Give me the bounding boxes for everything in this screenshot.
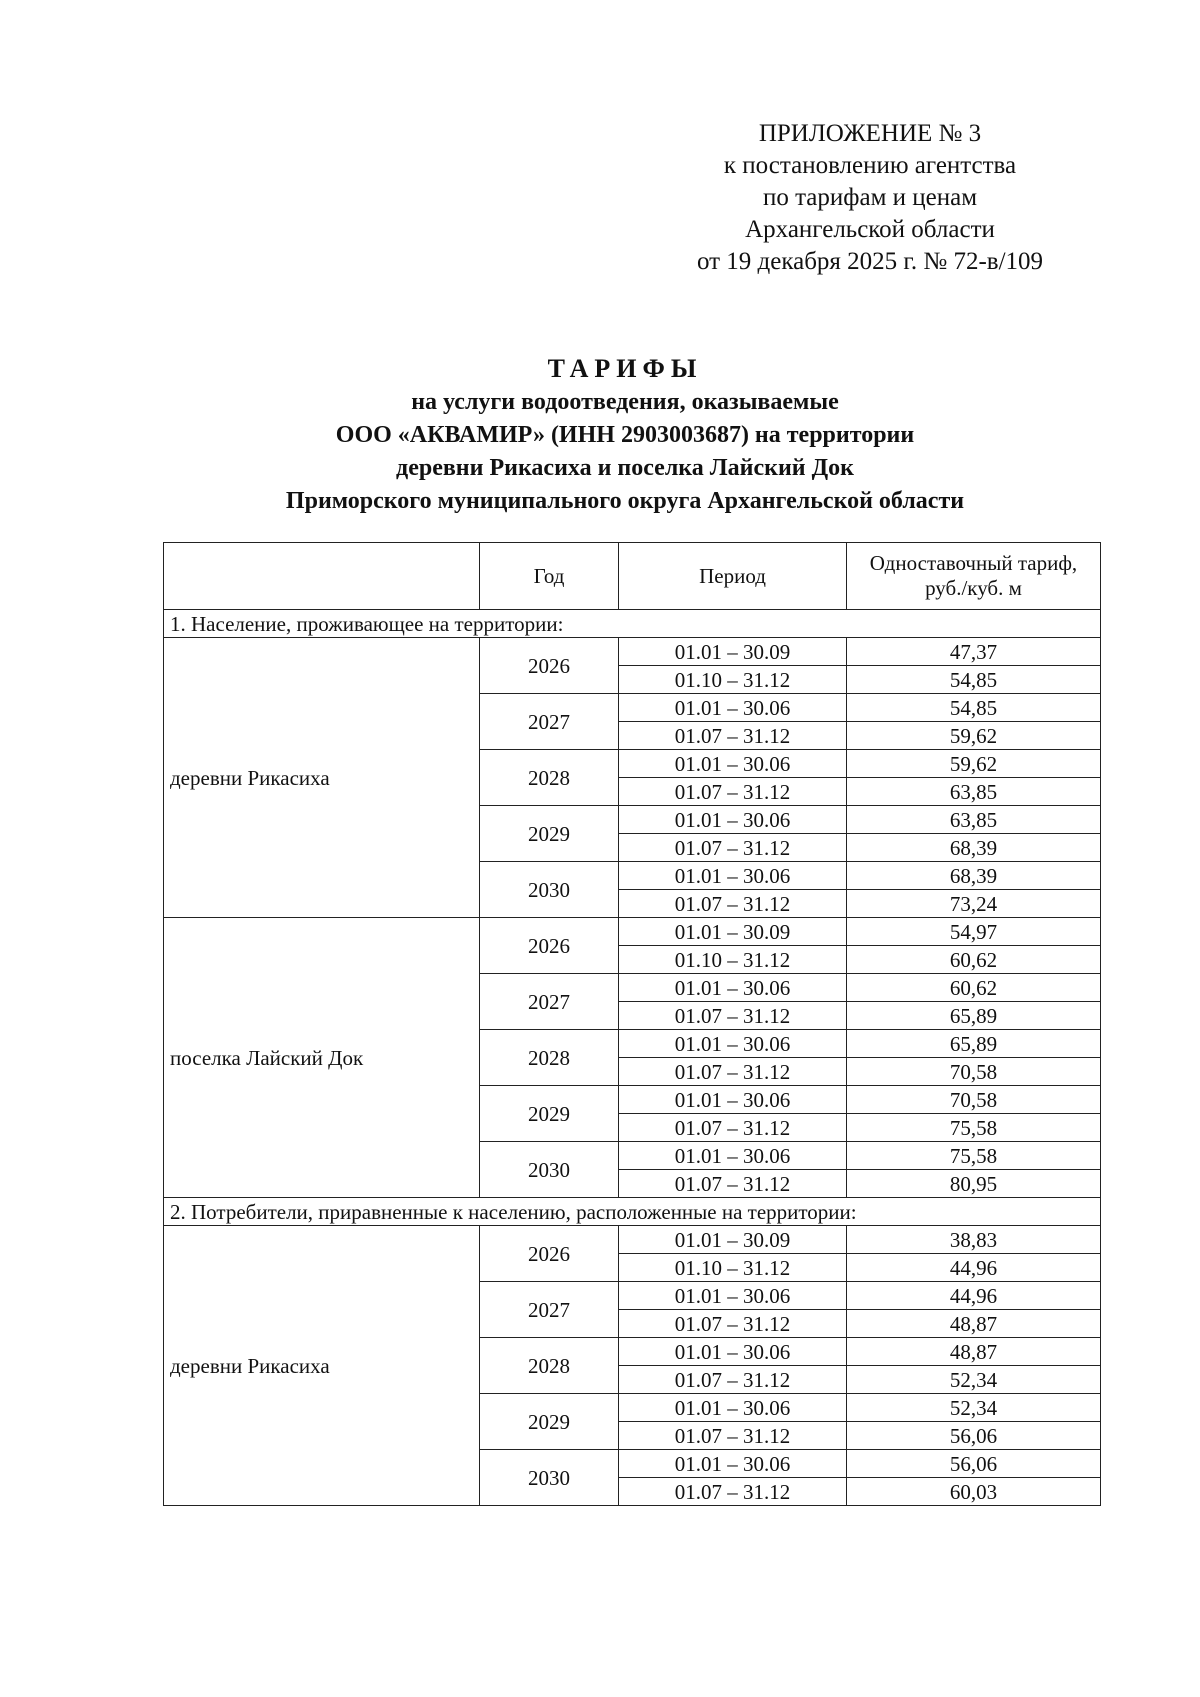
tariff-value-cell: 54,85 — [847, 694, 1101, 722]
tariff-value-cell: 54,85 — [847, 666, 1101, 694]
title-line-3: деревни Рикасиха и поселка Лайский Док — [396, 455, 854, 481]
tariff-value-cell: 54,97 — [847, 918, 1101, 946]
tariff-value-cell: 60,03 — [847, 1478, 1101, 1506]
table-body — [164, 610, 1101, 1506]
tariff-value-cell: 68,39 — [847, 862, 1101, 890]
period-cell: 01.07 – 31.12 — [619, 834, 847, 862]
year-cell: 2030 — [480, 862, 619, 918]
tariff-value-cell: 75,58 — [847, 1114, 1101, 1142]
period-cell: 01.07 – 31.12 — [619, 1422, 847, 1450]
title-main: ТАРИФЫ — [547, 354, 703, 383]
year-cell: 2026 — [480, 918, 619, 974]
period-cell: 01.10 – 31.12 — [619, 1254, 847, 1282]
header-tariff — [847, 543, 1101, 610]
period-cell: 01.01 – 30.09 — [619, 918, 847, 946]
period-cell: 01.10 – 31.12 — [619, 946, 847, 974]
title-line-4: Приморского муниципального округа Архангельской области — [285, 488, 965, 514]
period-cell: 01.07 – 31.12 — [619, 1058, 847, 1086]
tariff-value-cell: 60,62 — [847, 946, 1101, 974]
year-cell: 2030 — [480, 1450, 619, 1506]
appendix-heading — [660, 118, 1080, 278]
period-cell: 01.07 – 31.12 — [619, 1366, 847, 1394]
period-cell: 01.01 – 30.06 — [619, 806, 847, 834]
year-cell: 2029 — [480, 1086, 619, 1142]
year-cell: 2028 — [480, 1338, 619, 1394]
appendix-agency: по тарифам и ценам — [762, 184, 978, 211]
document-title — [150, 352, 1100, 518]
year-cell: 2026 — [480, 1226, 619, 1282]
period-cell: 01.07 – 31.12 — [619, 1170, 847, 1198]
period-cell: 01.01 – 30.06 — [619, 750, 847, 778]
year-cell: 2027 — [480, 1282, 619, 1338]
period-cell: 01.01 – 30.06 — [619, 974, 847, 1002]
tariff-value-cell: 70,58 — [847, 1058, 1101, 1086]
period-cell: 01.01 – 30.06 — [619, 862, 847, 890]
period-cell: 01.01 – 30.06 — [619, 1086, 847, 1114]
header-period: Период — [619, 543, 847, 610]
year-cell: 2028 — [480, 1030, 619, 1086]
tariff-value-cell: 70,58 — [847, 1086, 1101, 1114]
table-header-row — [164, 543, 1101, 610]
period-cell: 01.01 – 30.06 — [619, 1142, 847, 1170]
period-cell: 01.01 – 30.06 — [619, 1282, 847, 1310]
period-cell: 01.07 – 31.12 — [619, 1310, 847, 1338]
period-cell: 01.01 – 30.06 — [619, 1030, 847, 1058]
location-cell: деревни Рикасиха — [164, 1226, 480, 1506]
header-location — [164, 543, 480, 610]
tariff-value-cell: 80,95 — [847, 1170, 1101, 1198]
period-cell: 01.07 – 31.12 — [619, 778, 847, 806]
period-cell: 01.01 – 30.06 — [619, 1338, 847, 1366]
period-cell: 01.07 – 31.12 — [619, 1002, 847, 1030]
year-cell: 2027 — [480, 694, 619, 750]
tariff-value-cell: 68,39 — [847, 834, 1101, 862]
header-year: Год — [480, 543, 619, 610]
tariff-value-cell: 38,83 — [847, 1226, 1101, 1254]
period-cell: 01.07 – 31.12 — [619, 890, 847, 918]
table-row — [164, 1226, 1101, 1254]
tariff-value-cell: 48,87 — [847, 1310, 1101, 1338]
tariff-value-cell: 73,24 — [847, 890, 1101, 918]
section-row — [164, 1198, 1101, 1226]
appendix-resolution: к постановлению агентства — [723, 152, 1017, 179]
table-row — [164, 918, 1101, 946]
tariff-value-cell: 63,85 — [847, 806, 1101, 834]
appendix-region: Архангельской области — [745, 216, 995, 243]
period-cell: 01.01 – 30.09 — [619, 638, 847, 666]
year-cell: 2030 — [480, 1142, 619, 1198]
header-tariff-line1: Одноставочный тариф, — [869, 551, 1078, 575]
tariff-value-cell: 56,06 — [847, 1422, 1101, 1450]
tariff-value-cell: 59,62 — [847, 722, 1101, 750]
tariff-value-cell: 59,62 — [847, 750, 1101, 778]
location-cell: поселка Лайский Док — [164, 918, 480, 1198]
year-cell: 2028 — [480, 750, 619, 806]
header-tariff-line2: руб./куб. м — [925, 576, 1022, 600]
tariff-value-cell: 44,96 — [847, 1282, 1101, 1310]
tariff-value-cell: 44,96 — [847, 1254, 1101, 1282]
year-cell: 2029 — [480, 1394, 619, 1450]
tariff-value-cell: 48,87 — [847, 1338, 1101, 1366]
table-row — [164, 638, 1101, 666]
title-line-1: на услуги водоотведения, оказываемые — [411, 389, 839, 415]
period-cell: 01.01 – 30.06 — [619, 694, 847, 722]
appendix-date: от 19 декабря 2025 г. № 72-в/109 — [696, 248, 1044, 275]
year-cell: 2029 — [480, 806, 619, 862]
tariffs-table — [163, 542, 1101, 1506]
tariff-value-cell: 63,85 — [847, 778, 1101, 806]
appendix-number: ПРИЛОЖЕНИЕ № 3 — [758, 120, 982, 147]
year-cell: 2026 — [480, 638, 619, 694]
tariff-value-cell: 56,06 — [847, 1450, 1101, 1478]
period-cell: 01.01 – 30.06 — [619, 1450, 847, 1478]
period-cell: 01.01 – 30.06 — [619, 1394, 847, 1422]
tariff-value-cell: 65,89 — [847, 1002, 1101, 1030]
tariff-value-cell: 75,58 — [847, 1142, 1101, 1170]
period-cell: 01.10 – 31.12 — [619, 666, 847, 694]
period-cell: 01.07 – 31.12 — [619, 1114, 847, 1142]
section-title: 2. Потребители, приравненные к населению, расположенные на территории: — [164, 1198, 1101, 1226]
year-cell: 2027 — [480, 974, 619, 1030]
location-cell: деревни Рикасиха — [164, 638, 480, 918]
period-cell: 01.07 – 31.12 — [619, 1478, 847, 1506]
tariff-value-cell: 47,37 — [847, 638, 1101, 666]
period-cell: 01.01 – 30.09 — [619, 1226, 847, 1254]
tariff-value-cell: 52,34 — [847, 1394, 1101, 1422]
tariff-value-cell: 52,34 — [847, 1366, 1101, 1394]
title-line-2: ООО «АКВАМИР» (ИНН 2903003687) на территории — [335, 422, 915, 448]
period-cell: 01.07 – 31.12 — [619, 722, 847, 750]
section-row — [164, 610, 1101, 638]
section-title: 1. Население, проживающее на территории: — [164, 610, 1101, 638]
tariff-value-cell: 65,89 — [847, 1030, 1101, 1058]
tariff-value-cell: 60,62 — [847, 974, 1101, 1002]
